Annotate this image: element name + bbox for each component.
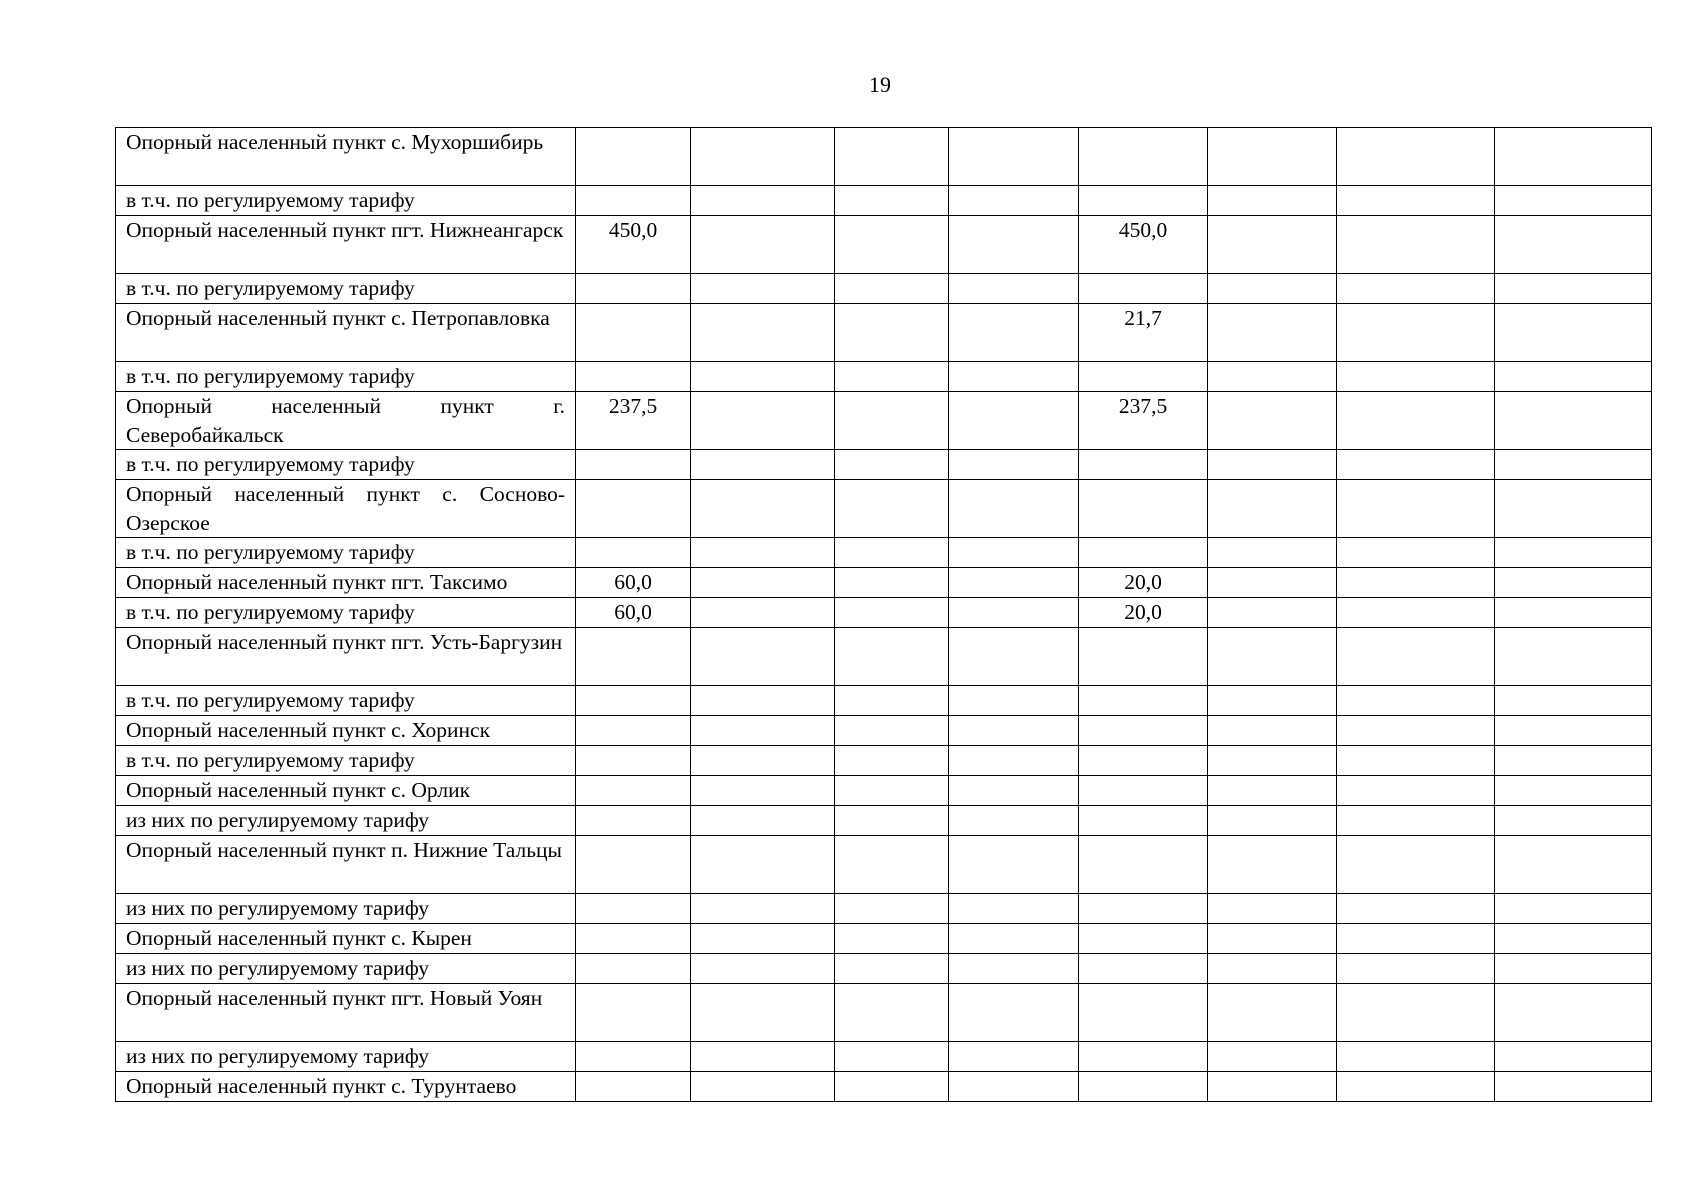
table-cell bbox=[1495, 836, 1652, 894]
table-cell bbox=[1337, 1042, 1495, 1072]
table-cell bbox=[1079, 836, 1208, 894]
row-label: Опорный населенный пункт с. Кырен bbox=[116, 924, 576, 954]
table-cell bbox=[1208, 598, 1337, 628]
table-cell bbox=[691, 362, 835, 392]
table-cell bbox=[691, 686, 835, 716]
table-cell bbox=[1079, 746, 1208, 776]
table-cell bbox=[1208, 924, 1337, 954]
table-cell bbox=[576, 628, 691, 686]
table-cell bbox=[691, 186, 835, 216]
row-label: Опорный населенный пункт с. Петропавловка bbox=[116, 304, 576, 362]
table-cell bbox=[1208, 392, 1337, 450]
table-cell bbox=[1495, 568, 1652, 598]
table-cell bbox=[1495, 1042, 1652, 1072]
table-cell bbox=[1208, 686, 1337, 716]
table-row bbox=[116, 304, 1652, 362]
table-cell bbox=[691, 450, 835, 480]
table-cell bbox=[949, 628, 1079, 686]
table-cell bbox=[949, 568, 1079, 598]
table-cell bbox=[949, 186, 1079, 216]
row-label: в т.ч. по регулируемому тарифу bbox=[116, 186, 576, 216]
table-cell bbox=[1337, 746, 1495, 776]
table-cell bbox=[691, 128, 835, 186]
table-cell bbox=[1208, 628, 1337, 686]
row-label: из них по регулируемому тарифу bbox=[116, 954, 576, 984]
table-row bbox=[116, 568, 1652, 598]
table-cell bbox=[1337, 128, 1495, 186]
table-row bbox=[116, 686, 1652, 716]
table-cell bbox=[1079, 686, 1208, 716]
data-table bbox=[115, 127, 1652, 1102]
row-label: в т.ч. по регулируемому тарифу bbox=[116, 598, 576, 628]
table-cell bbox=[1337, 716, 1495, 746]
table-cell bbox=[576, 304, 691, 362]
table-cell bbox=[1495, 538, 1652, 568]
table-cell bbox=[691, 1042, 835, 1072]
table-cell bbox=[1495, 362, 1652, 392]
row-label: в т.ч. по регулируемому тарифу bbox=[116, 686, 576, 716]
table-cell bbox=[1079, 954, 1208, 984]
table-row bbox=[116, 1072, 1652, 1102]
table-cell bbox=[949, 392, 1079, 450]
table-cell bbox=[1079, 894, 1208, 924]
table-cell bbox=[576, 984, 691, 1042]
table-cell bbox=[1208, 538, 1337, 568]
row-label: Опорный населенный пункт с. Мухоршибирь bbox=[116, 128, 576, 186]
table-cell bbox=[691, 568, 835, 598]
table-cell: 20,0 bbox=[1079, 568, 1208, 598]
table-cell bbox=[1495, 924, 1652, 954]
table-cell bbox=[1079, 538, 1208, 568]
table-cell bbox=[1337, 1072, 1495, 1102]
table-cell bbox=[576, 538, 691, 568]
table-cell bbox=[1208, 450, 1337, 480]
table-cell bbox=[1208, 1072, 1337, 1102]
table-cell bbox=[835, 628, 949, 686]
table-cell bbox=[1337, 598, 1495, 628]
table-cell bbox=[1337, 392, 1495, 450]
table-cell bbox=[835, 924, 949, 954]
table-cell bbox=[1337, 894, 1495, 924]
table-cell bbox=[835, 186, 949, 216]
table-cell bbox=[691, 480, 835, 538]
table-row bbox=[116, 216, 1652, 274]
table-cell: 237,5 bbox=[576, 392, 691, 450]
row-label: Опорный населенный пункт с. Сосново-Озерское bbox=[116, 480, 576, 538]
table-cell bbox=[1208, 806, 1337, 836]
table-cell bbox=[835, 392, 949, 450]
table-cell bbox=[949, 598, 1079, 628]
page-number: 19 bbox=[869, 72, 891, 97]
row-label: в т.ч. по регулируемому тарифу bbox=[116, 746, 576, 776]
table-cell: 20,0 bbox=[1079, 598, 1208, 628]
table-cell bbox=[949, 806, 1079, 836]
row-label: в т.ч. по регулируемому тарифу bbox=[116, 538, 576, 568]
table-row bbox=[116, 1042, 1652, 1072]
table-cell bbox=[691, 598, 835, 628]
table-cell bbox=[1337, 836, 1495, 894]
table-cell bbox=[835, 806, 949, 836]
table-cell bbox=[949, 128, 1079, 186]
table-cell bbox=[949, 894, 1079, 924]
table-cell bbox=[1208, 128, 1337, 186]
row-label: Опорный населенный пункт пгт. Таксимо bbox=[116, 568, 576, 598]
table-cell bbox=[1337, 216, 1495, 274]
table-cell bbox=[691, 894, 835, 924]
table-cell bbox=[576, 450, 691, 480]
table-cell bbox=[1495, 274, 1652, 304]
table-cell bbox=[1337, 628, 1495, 686]
table-cell bbox=[691, 216, 835, 274]
table-cell bbox=[576, 894, 691, 924]
table-cell bbox=[1495, 304, 1652, 362]
table-cell bbox=[1337, 304, 1495, 362]
table-cell bbox=[1495, 216, 1652, 274]
table-cell bbox=[1337, 362, 1495, 392]
table-cell bbox=[1495, 686, 1652, 716]
table-cell bbox=[691, 628, 835, 686]
table-row bbox=[116, 362, 1652, 392]
table-cell: 450,0 bbox=[1079, 216, 1208, 274]
row-label: Опорный населенный пункт с. Хоринск bbox=[116, 716, 576, 746]
table-cell bbox=[1208, 984, 1337, 1042]
table-cell bbox=[576, 686, 691, 716]
table-cell bbox=[1079, 776, 1208, 806]
row-label: Опорный населенный пункт пгт. Нижнеангарск bbox=[116, 216, 576, 274]
table-cell bbox=[1079, 984, 1208, 1042]
table-cell bbox=[691, 806, 835, 836]
table-cell bbox=[1337, 480, 1495, 538]
table-row bbox=[116, 836, 1652, 894]
table-cell bbox=[835, 274, 949, 304]
table-cell bbox=[1208, 1042, 1337, 1072]
table-cell bbox=[1495, 806, 1652, 836]
table-cell bbox=[949, 216, 1079, 274]
row-label: в т.ч. по регулируемому тарифу bbox=[116, 274, 576, 304]
table-cell bbox=[1337, 954, 1495, 984]
table-cell bbox=[835, 480, 949, 538]
table-cell bbox=[691, 954, 835, 984]
table-cell: 450,0 bbox=[576, 216, 691, 274]
table-cell bbox=[1337, 984, 1495, 1042]
table-cell bbox=[1079, 186, 1208, 216]
table-cell bbox=[835, 362, 949, 392]
table-cell bbox=[949, 686, 1079, 716]
row-label: в т.ч. по регулируемому тарифу bbox=[116, 362, 576, 392]
table-cell bbox=[1495, 128, 1652, 186]
table-row bbox=[116, 954, 1652, 984]
table-cell bbox=[691, 776, 835, 806]
table-row bbox=[116, 186, 1652, 216]
table-cell bbox=[691, 924, 835, 954]
table-cell bbox=[691, 836, 835, 894]
table-cell bbox=[1495, 628, 1652, 686]
table-cell bbox=[1208, 954, 1337, 984]
table-cell bbox=[835, 954, 949, 984]
table-row bbox=[116, 776, 1652, 806]
table-cell bbox=[1079, 924, 1208, 954]
table-cell bbox=[1208, 186, 1337, 216]
table-cell bbox=[835, 746, 949, 776]
table-cell bbox=[691, 984, 835, 1042]
row-label: из них по регулируемому тарифу bbox=[116, 1042, 576, 1072]
table-cell bbox=[1495, 746, 1652, 776]
table-cell bbox=[835, 984, 949, 1042]
table-cell bbox=[691, 716, 835, 746]
table-cell bbox=[1079, 274, 1208, 304]
table-cell bbox=[691, 746, 835, 776]
table-cell bbox=[576, 1042, 691, 1072]
table-cell bbox=[835, 836, 949, 894]
table-cell bbox=[1495, 1072, 1652, 1102]
table-row bbox=[116, 450, 1652, 480]
table-cell bbox=[949, 716, 1079, 746]
table-row bbox=[116, 716, 1652, 746]
table-cell: 237,5 bbox=[1079, 392, 1208, 450]
table-cell bbox=[1079, 716, 1208, 746]
table-cell bbox=[1495, 984, 1652, 1042]
table-cell bbox=[576, 806, 691, 836]
table-cell bbox=[835, 598, 949, 628]
table-cell bbox=[1208, 568, 1337, 598]
table-cell bbox=[576, 716, 691, 746]
table-cell bbox=[1079, 628, 1208, 686]
table-row bbox=[116, 274, 1652, 304]
table-cell bbox=[1495, 776, 1652, 806]
table-cell bbox=[1079, 128, 1208, 186]
table-cell bbox=[576, 746, 691, 776]
table-cell bbox=[835, 216, 949, 274]
table-cell bbox=[1208, 304, 1337, 362]
table-cell bbox=[949, 480, 1079, 538]
table-cell bbox=[1208, 836, 1337, 894]
table-cell bbox=[835, 450, 949, 480]
table-cell bbox=[1495, 716, 1652, 746]
table-cell bbox=[576, 128, 691, 186]
table-cell bbox=[1337, 450, 1495, 480]
row-label: Опорный населенный пункт пгт. Новый Уоян bbox=[116, 984, 576, 1042]
table-cell bbox=[1337, 686, 1495, 716]
table-cell bbox=[576, 362, 691, 392]
table-body bbox=[116, 128, 1652, 1102]
table-cell bbox=[1337, 274, 1495, 304]
row-label: Опорный населенный пункт пгт. Усть-Баргузин bbox=[116, 628, 576, 686]
row-label: из них по регулируемому тарифу bbox=[116, 894, 576, 924]
table-cell bbox=[949, 1042, 1079, 1072]
table-cell bbox=[835, 686, 949, 716]
table-cell bbox=[1208, 746, 1337, 776]
table-cell bbox=[576, 924, 691, 954]
table-cell bbox=[1495, 894, 1652, 924]
table-cell bbox=[1208, 716, 1337, 746]
table-cell bbox=[1337, 806, 1495, 836]
table-cell bbox=[1208, 480, 1337, 538]
table-cell bbox=[1337, 924, 1495, 954]
table-cell bbox=[691, 392, 835, 450]
table-cell bbox=[949, 776, 1079, 806]
row-label: Опорный населенный пункт с. Орлик bbox=[116, 776, 576, 806]
table-cell bbox=[1079, 450, 1208, 480]
row-label: Опорный населенный пункт п. Нижние Тальцы bbox=[116, 836, 576, 894]
table-cell bbox=[1337, 538, 1495, 568]
table-cell bbox=[835, 894, 949, 924]
row-label: Опорный населенный пункт г. Северобайкальск bbox=[116, 392, 576, 450]
table-cell bbox=[835, 128, 949, 186]
table-cell bbox=[1495, 598, 1652, 628]
table-cell bbox=[1079, 806, 1208, 836]
table-cell bbox=[691, 538, 835, 568]
table-cell bbox=[691, 304, 835, 362]
table-cell bbox=[949, 954, 1079, 984]
table-cell bbox=[1208, 362, 1337, 392]
row-label: из них по регулируемому тарифу bbox=[116, 806, 576, 836]
table-cell: 60,0 bbox=[576, 568, 691, 598]
table-cell bbox=[835, 776, 949, 806]
table-cell bbox=[576, 836, 691, 894]
table-cell bbox=[1495, 450, 1652, 480]
table-row bbox=[116, 392, 1652, 450]
table-cell bbox=[691, 274, 835, 304]
table-cell bbox=[1079, 1042, 1208, 1072]
table-row bbox=[116, 480, 1652, 538]
table-row bbox=[116, 894, 1652, 924]
table-cell bbox=[949, 362, 1079, 392]
table-cell bbox=[691, 1072, 835, 1102]
table-cell bbox=[576, 954, 691, 984]
table-cell bbox=[835, 568, 949, 598]
table-cell bbox=[1079, 480, 1208, 538]
table-cell bbox=[835, 1072, 949, 1102]
table-cell bbox=[1208, 894, 1337, 924]
table-cell bbox=[1208, 216, 1337, 274]
table-cell bbox=[835, 1042, 949, 1072]
table-cell bbox=[1337, 776, 1495, 806]
table-row bbox=[116, 128, 1652, 186]
table-cell bbox=[835, 538, 949, 568]
table-cell bbox=[1079, 362, 1208, 392]
table-row bbox=[116, 924, 1652, 954]
table-cell bbox=[949, 450, 1079, 480]
table-row bbox=[116, 984, 1652, 1042]
table-row bbox=[116, 746, 1652, 776]
table-cell: 60,0 bbox=[576, 598, 691, 628]
table-cell bbox=[949, 538, 1079, 568]
table-cell bbox=[576, 186, 691, 216]
table-cell: 21,7 bbox=[1079, 304, 1208, 362]
table-cell bbox=[949, 984, 1079, 1042]
table-cell bbox=[949, 836, 1079, 894]
table-cell bbox=[1079, 1072, 1208, 1102]
table-cell bbox=[949, 1072, 1079, 1102]
table-cell bbox=[949, 924, 1079, 954]
table-cell bbox=[1337, 568, 1495, 598]
table-cell bbox=[949, 746, 1079, 776]
table-row bbox=[116, 806, 1652, 836]
table-cell bbox=[1208, 274, 1337, 304]
table-cell bbox=[835, 304, 949, 362]
table-cell bbox=[835, 716, 949, 746]
table-cell bbox=[1337, 186, 1495, 216]
table-row bbox=[116, 628, 1652, 686]
table-cell bbox=[1495, 480, 1652, 538]
table-cell bbox=[576, 776, 691, 806]
table-cell bbox=[576, 274, 691, 304]
table-cell bbox=[1495, 392, 1652, 450]
table-cell bbox=[1495, 186, 1652, 216]
table-row bbox=[116, 538, 1652, 568]
table-row bbox=[116, 598, 1652, 628]
table-cell bbox=[1208, 776, 1337, 806]
table-cell bbox=[949, 274, 1079, 304]
table-cell bbox=[949, 304, 1079, 362]
table-cell bbox=[576, 480, 691, 538]
row-label: Опорный населенный пункт с. Турунтаево bbox=[116, 1072, 576, 1102]
row-label: в т.ч. по регулируемому тарифу bbox=[116, 450, 576, 480]
table-cell bbox=[1495, 954, 1652, 984]
table-cell bbox=[576, 1072, 691, 1102]
